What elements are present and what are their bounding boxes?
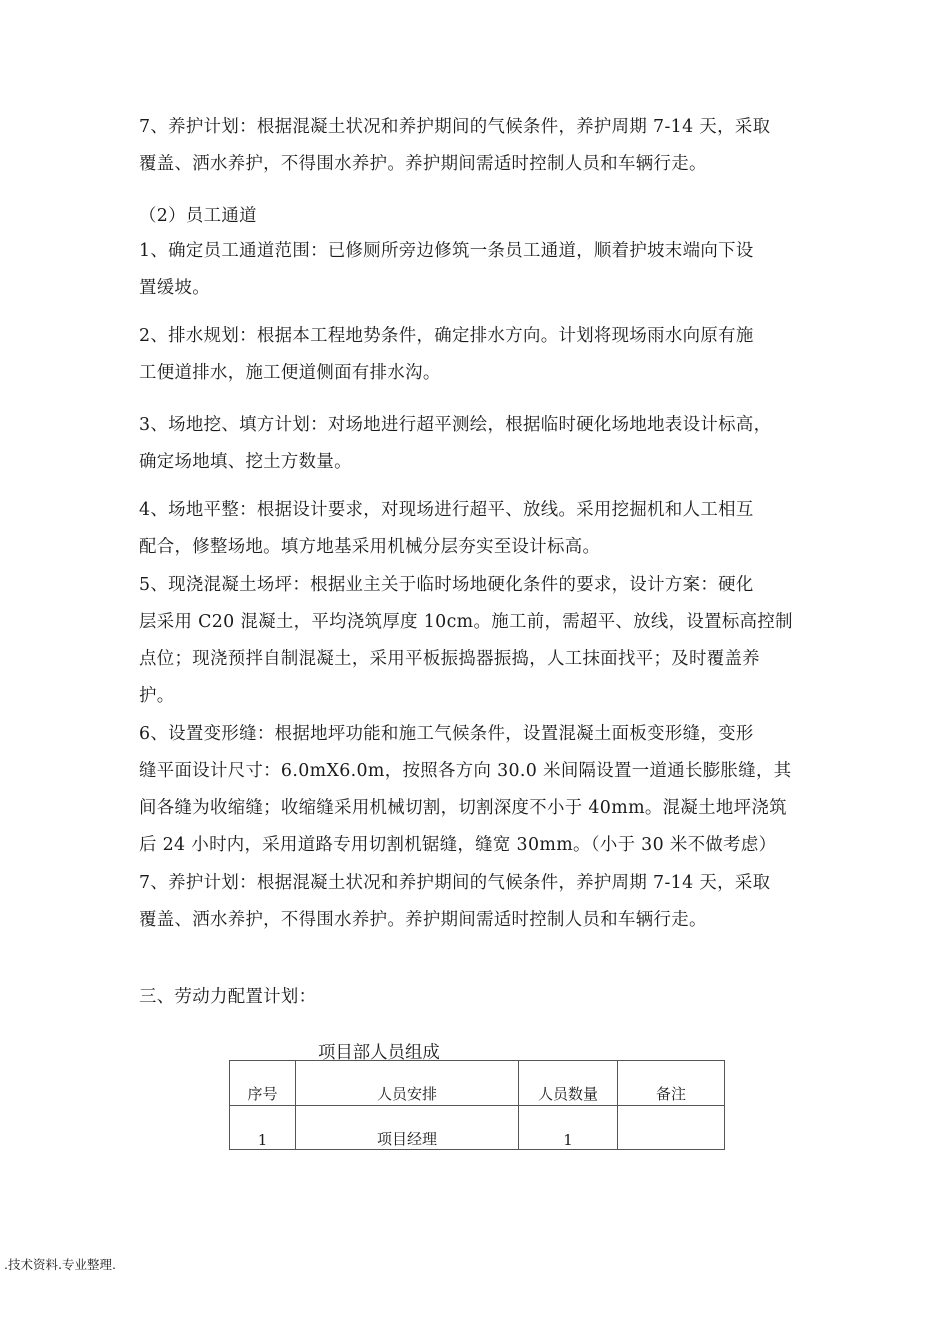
- page-footer: .技术资料.专业整理.: [4, 1257, 116, 1272]
- paragraph-line: 置缓坡。: [139, 278, 210, 298]
- paragraph-line: 后 24 小时内，采用道路专用切割机锯缝，缝宽 30mm。（小于 30 米不做考虑）: [139, 835, 777, 855]
- paragraph-line: 7、养护计划：根据混凝土状况和养护期间的气候条件，养护周期 7-14 天，采取: [139, 873, 771, 893]
- paragraph-line: 1、确定员工通道范围：已修厕所旁边修筑一条员工通道，顺着护坡末端向下设: [139, 241, 754, 261]
- paragraph-line: 5、现浇混凝土场坪：根据业主关于临时场地硬化条件的要求，设计方案：硬化: [139, 575, 754, 595]
- table-row: [230, 1106, 725, 1150]
- header-cell-remarks: 备注: [618, 1061, 725, 1106]
- paragraph-line: 工便道排水，施工便道侧面有排水沟。: [139, 363, 441, 383]
- paragraph-line: 3、场地挖、填方计划：对场地进行超平测绘，根据临时硬化场地地表设计标高，: [139, 415, 772, 435]
- paragraph-line: 护。: [139, 686, 175, 706]
- table-header-row: [230, 1061, 725, 1106]
- paragraph-line: 4、场地平整：根据设计要求，对现场进行超平、放线。采用挖掘机和人工相互: [139, 500, 754, 520]
- paragraph-line: 点位；现浇预拌自制混凝土，采用平板振捣器振捣，人工抹面找平；及时覆盖养: [139, 649, 760, 669]
- paragraph-line: 缝平面设计尺寸：6.0mX6.0m，按照各方向 30.0 米间隔设置一道通长膨胀缝，其: [139, 761, 792, 781]
- paragraph-line: 覆盖、洒水养护，不得围水养护。养护期间需适时控制人员和车辆行走。: [139, 154, 707, 174]
- paragraph-line: 2、排水规划：根据本工程地势条件，确定排水方向。计划将现场雨水向原有施: [139, 326, 754, 346]
- paragraph-line: 6、设置变形缝：根据地坪功能和施工气候条件，设置混凝土面板变形缝，变形: [139, 724, 754, 744]
- cell-assignment: 项目经理: [296, 1106, 519, 1150]
- paragraph-line: 配合，修整场地。填方地基采用机械分层夯实至设计标高。: [139, 537, 601, 557]
- staff-table: [229, 1060, 725, 1150]
- paragraph-line: 覆盖、洒水养护，不得围水养护。养护期间需适时控制人员和车辆行走。: [139, 910, 707, 930]
- header-cell-index: 序号: [230, 1061, 296, 1106]
- paragraph-line: 确定场地填、挖土方数量。: [139, 452, 352, 472]
- cell-index: 1: [230, 1106, 296, 1150]
- header-cell-assignment: 人员安排: [296, 1061, 519, 1106]
- paragraph-line: 层采用 C20 混凝土，平均浇筑厚度 10cm。施工前，需超平、放线，设置标高控制: [139, 612, 793, 632]
- section-heading: （2）员工通道: [139, 206, 257, 226]
- header-cell-count: 人员数量: [519, 1061, 618, 1106]
- section-heading: 三、劳动力配置计划：: [139, 987, 317, 1007]
- paragraph-line: 7、养护计划：根据混凝土状况和养护期间的气候条件，养护周期 7-14 天，采取: [139, 117, 771, 137]
- table-caption: 项目部人员组成: [318, 1043, 440, 1063]
- paragraph-line: 间各缝为收缩缝；收缩缝采用机械切割，切割深度不小于 40mm。混凝土地坪浇筑: [139, 798, 787, 818]
- cell-remarks: [618, 1106, 725, 1150]
- cell-count: 1: [519, 1106, 618, 1150]
